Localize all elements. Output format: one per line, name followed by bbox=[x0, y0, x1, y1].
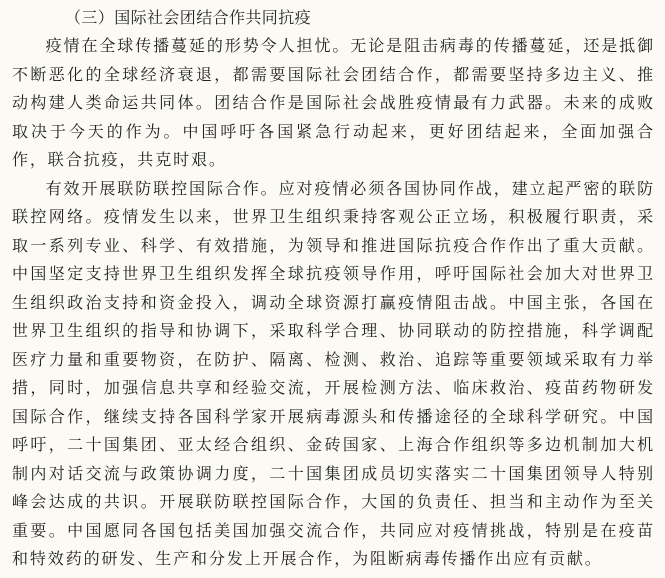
paragraph-unity: 疫情在全球传播蔓延的形势令人担忧。无论是阻击病毒的传播蔓延，还是抵御不断恶化的全球经济衰退，都需要国际社会团结合作，都需要坚持多边主义、推动构建人类命运共同体。团结合作是国际社会战胜疫情最有力武器。未来的成败取决于今天的作为。中国呼吁各国紧急行动起来，更好团结起来，全面加强合作，联合抗疫，共克时艰。 bbox=[12, 36, 655, 169]
section-heading: （三）国际社会团结合作共同抗疫 bbox=[65, 8, 312, 27]
paragraph-joint-prevention: 有效开展联防联控国际合作。应对疫情必须各国协同作战，建立起严密的联防联控网络。疫情发生以来，世界卫生组织秉持客观公正立场，积极履行职责，采取一系列专业、科学、有效措施，为领导和推进国际抗疫合作作出了重大贡献。中国坚定支持世界卫生组织发挥全球抗疫领导作用，呼吁国际社会加大对世界卫生组织政治支持和资金投入，调动全球资源打赢疫情阻击战。中国主张，各国在世界卫生组织的指导和协调下，采取科学合理、协同联动的防控措施，科学调配医疗力量和重要物资，在防护、隔离、检测、救治、追踪等重要领域采取有力举措，同时，加强信息共享和经验交流，开展检测方法、临床救治、疫苗药物研发国际合作，继续支持各国科学家开展病毒源头和传播途径的全球科学研究。中国呼吁，二十国集团、亚太经合组织、金砖国家、上海合作组织等多边机制加大机制内对话交流与政策协调力度，二十国集团成员切实落实二十国集团领导人特别峰会达成的共识。开展联防联控国际合作，大国的负责任、担当和主动作为至关重要。中国愿同各国包括美国加强交流合作，共同应对疫情挑战，特别是在疫苗和特效药的研发、生产和分发上开展合作，为阻断病毒传播作出应有贡献。 bbox=[12, 178, 655, 568]
